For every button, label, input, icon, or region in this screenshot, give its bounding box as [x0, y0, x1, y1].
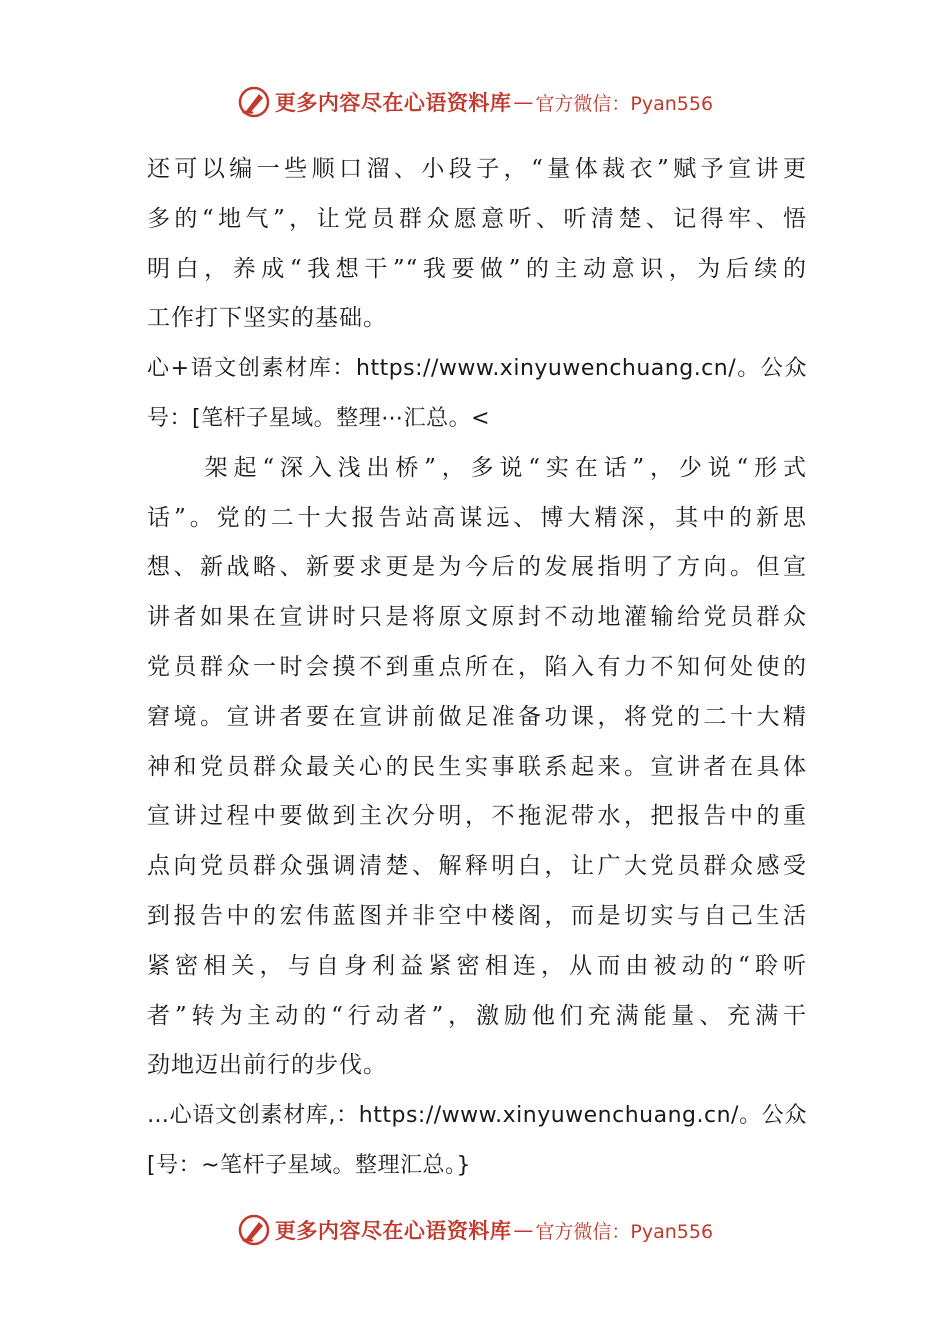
text-line: 心+语文创素材库：https://www.xinyuwenchuang.cn/。公众: [147, 356, 807, 382]
text-line: 宣讲过程中要做到主次分明，不拖泥带水，把报告中的重: [147, 803, 807, 830]
banner-separator: —: [513, 90, 534, 114]
text-line: 工作打下坚实的基础。: [147, 305, 387, 332]
text-line: 窘境。宣讲者要在宣讲前做足准备功课，将党的二十大精: [147, 703, 807, 730]
text-line: 号：[笔杆子星域。整理⋯汇总。<: [147, 405, 491, 431]
paragraph-1: [147, 145, 807, 344]
text-line: 点向党员群众强调清楚、解释明白，让广大党员群众感受: [147, 853, 807, 880]
text-line: 想、新战略、新要求更是为今后的发展指明了方向。但宣: [147, 554, 807, 581]
header-banner: [0, 82, 950, 122]
text-line: 紧密相关，与自身利益紧密相连，从而由被动的“聆听: [147, 952, 807, 979]
source-note-1: [147, 344, 807, 444]
source-note-2: [147, 1091, 807, 1191]
banner-sub-text: 官方微信：Pyan556: [535, 1220, 714, 1243]
text-line: 讲者如果在宣讲时只是将原文原封不动地灌输给党员群众: [147, 604, 807, 631]
text-line: 还可以编一些顺口溜、小段子，“量体裁衣”赋予宣讲更: [147, 156, 807, 182]
banner-main-text: 更多内容尽在心语资料库: [274, 1218, 512, 1243]
text-line: 者”转为主动的“行动者”，激励他们充满能量、充满干: [147, 1002, 807, 1029]
banner-separator: —: [513, 1218, 534, 1242]
banner-sub-text: 官方微信：Pyan556: [535, 92, 714, 115]
paragraph-2: [147, 444, 807, 1091]
text-line: 神和党员群众最关心的民生实事联系起来。宣讲者在具体: [147, 753, 807, 780]
text-line: [号：~笔杆子星域。整理汇总。}: [147, 1152, 472, 1178]
text-line: 到报告中的宏伟蓝图并非空中楼阁，而是切实与自己生活: [147, 902, 807, 929]
text-line: 话”。党的二十大报告站高谋远、博大精深，其中的新思: [147, 504, 807, 531]
text-line: 明白，养成“我想干”“我要做”的主动意识，为后续的: [147, 255, 807, 282]
text-line: 党员群众一时会摸不到重点所在，陷入有力不知何处使的: [147, 653, 807, 680]
text-line: 架起“深入浅出桥”，多说“实在话”，少说“形式: [147, 454, 807, 481]
document-body: [147, 145, 807, 1191]
banner-main-text: 更多内容尽在心语资料库: [274, 90, 512, 115]
pen-nib-icon: [237, 1213, 271, 1247]
text-line: …心语文创素材库,：https://www.xinyuwenchuang.cn/。公众: [147, 1103, 807, 1129]
footer-banner: [0, 1210, 950, 1250]
pen-nib-icon: [237, 85, 271, 119]
text-line: 劲地迈出前行的步伐。: [147, 1052, 387, 1079]
text-line: 多的“地气”，让党员群众愿意听、听清楚、记得牢、悟: [147, 205, 807, 232]
